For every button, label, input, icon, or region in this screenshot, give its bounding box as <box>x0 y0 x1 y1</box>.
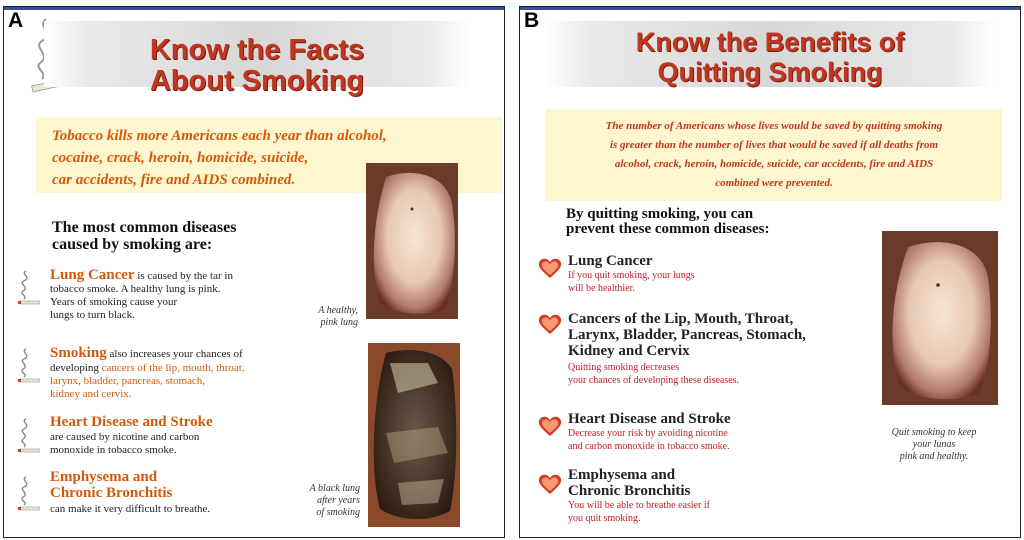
list-item: Lung Cancer If you quit smoking, your lungs will be healthier. <box>568 253 695 294</box>
panel-a-subhead: The most common diseases caused by smoking are: <box>52 219 237 253</box>
healthy-lung-photo <box>882 231 998 405</box>
list-item: Smoking also increases your chances of developing cancers of the lip, mouth, throat, larynx, bladder, pancreas, stomach, kidney and cervix. <box>50 345 245 400</box>
panel-b <box>519 6 1021 538</box>
healthy-lung-caption: Quit smoking to keep your lunas pink and healthy. <box>891 427 977 462</box>
cigarette-smoke-icon <box>18 417 40 455</box>
cigarette-smoke-icon <box>18 347 40 385</box>
panel-b-label: B <box>524 9 540 32</box>
panel-b-top-border <box>520 7 1020 10</box>
list-item: Emphysema and Chronic Bronchitis You will be able to breathe easier if you quit smoking. <box>568 467 710 524</box>
healthy-lung-photo <box>366 163 458 319</box>
cigarette-smoke-icon <box>18 475 40 513</box>
list-item: Lung Cancer is caused by the tar in tobacco smoke. A healthy lung is pink. Years of smoking cause your lungs to turn black. <box>50 267 233 321</box>
black-lung-photo <box>368 343 460 527</box>
heart-icon <box>538 415 562 437</box>
healthy-lung-caption: A healthy, pink lung <box>318 305 358 328</box>
list-item: Emphysema and Chronic Bronchitis can make it very difficult to breathe. <box>50 469 211 515</box>
panel-a-title: Know the Facts About Smoking <box>149 34 365 97</box>
list-item: Heart Disease and Stroke Decrease your risk by avoiding nicotine and carbon monoxide in tobacco smoke. <box>568 411 731 452</box>
panel-b-title-bar <box>544 21 996 87</box>
heart-icon <box>538 257 562 279</box>
panel-b-subhead: By quitting smoking, you can prevent these common diseases: <box>566 206 770 237</box>
panel-b-title: Know the Benefits of Quitting Smoking <box>635 27 905 87</box>
panel-a <box>3 6 505 538</box>
panel-a-title-bar <box>44 21 470 97</box>
panel-a-banner-text: Tobacco kills more Americans each year than alcohol, cocaine, crack, heroin, homicide, suicide, car accidents, fire and AIDS combined. <box>52 128 387 188</box>
panel-b-banner-text: The number of Americans whose lives would be saved by quitting smoking is greater than the number of lives that would be saved if all deaths from alcohol, crack, heroin, homicide, suicide, car accidents, fire and AIDS combined were prevented. <box>605 120 943 189</box>
panel-a-label: A <box>8 9 24 32</box>
list-item: Cancers of the Lip, Mouth, Throat, Larynx, Bladder, Pancreas, Stomach, Kidney and Cervix Quitting smoking decreases your chances of developing these diseases. <box>568 311 806 386</box>
heart-icon <box>538 313 562 335</box>
cigarette-smoke-icon <box>18 269 40 307</box>
panel-a-top-border <box>4 7 504 10</box>
heart-icon <box>538 473 562 495</box>
black-lung-caption: A black lung after years of smoking <box>309 483 360 518</box>
list-item: Heart Disease and Stroke are caused by nicotine and carbon monoxide in tobacco smoke. <box>50 414 213 456</box>
